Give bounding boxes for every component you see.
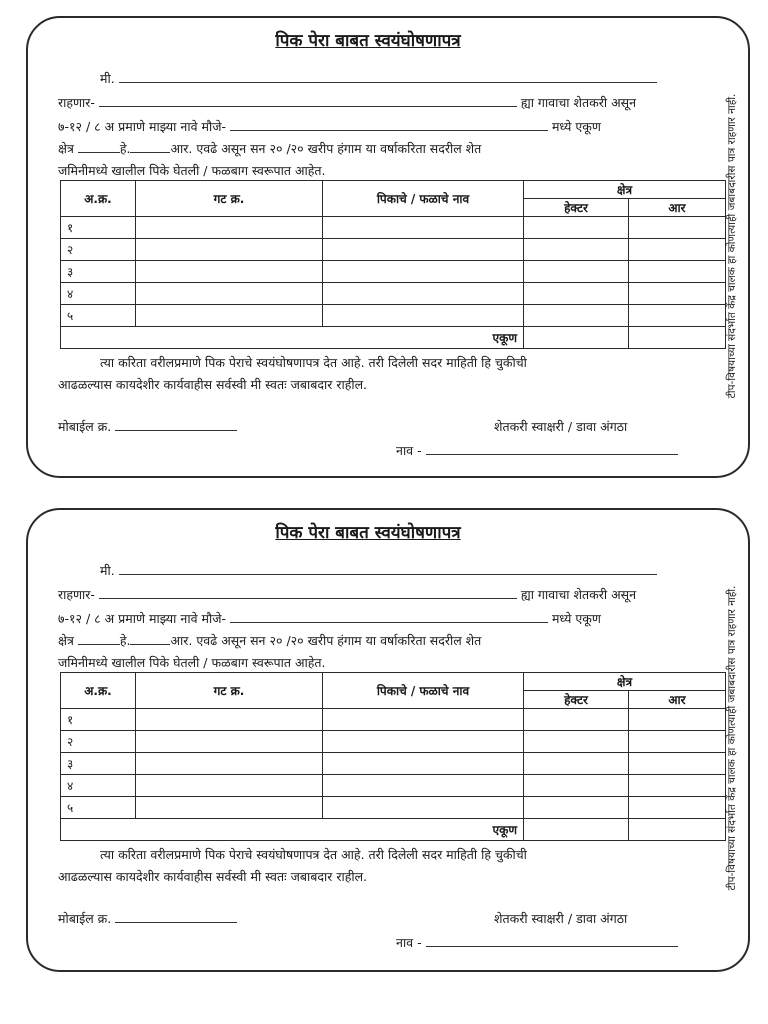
mobile-line xyxy=(58,418,237,435)
ekun-suffix: मध्ये एकूण xyxy=(551,119,601,134)
rahnar-line xyxy=(58,94,636,111)
table-row xyxy=(61,797,726,819)
rahnar-label: राहणार- xyxy=(58,95,95,110)
crop-table xyxy=(60,180,726,349)
aar-field[interactable] xyxy=(130,151,170,153)
row-number: ५ xyxy=(61,305,136,327)
hectare-cell[interactable] xyxy=(524,775,629,797)
gat-cell[interactable] xyxy=(136,709,323,731)
mobile-line xyxy=(58,910,237,927)
crop-cell[interactable] xyxy=(323,261,524,283)
name-field[interactable] xyxy=(119,573,657,575)
table-row xyxy=(61,239,726,261)
signature-label: शेतकरी स्वाक्षरी / डावा अंगठा xyxy=(494,911,628,926)
row-number: १ xyxy=(61,217,136,239)
name-label: नाव - xyxy=(396,443,422,458)
row-number: २ xyxy=(61,731,136,753)
aar-cell[interactable] xyxy=(629,239,726,261)
aar-cell[interactable] xyxy=(629,731,726,753)
row-number: २ xyxy=(61,239,136,261)
row-number: १ xyxy=(61,709,136,731)
crop-table xyxy=(60,672,726,841)
total-hectare-cell[interactable] xyxy=(524,327,629,349)
hectare-field[interactable] xyxy=(78,643,120,645)
hectare-cell[interactable] xyxy=(524,217,629,239)
kshetra-line xyxy=(58,140,481,157)
declaration-form-2 xyxy=(26,508,750,972)
col-aar: आर xyxy=(629,199,726,217)
kshetra-line xyxy=(58,632,481,649)
name-line xyxy=(396,934,678,951)
mi-line xyxy=(100,70,657,87)
aar-cell[interactable] xyxy=(629,217,726,239)
kshetra-prefix: क्षेत्र xyxy=(58,633,74,648)
hectare-cell[interactable] xyxy=(524,753,629,775)
table-row xyxy=(61,753,726,775)
aar-cell[interactable] xyxy=(629,753,726,775)
col-kshetra: क्षेत्र xyxy=(524,181,726,199)
name-field[interactable] xyxy=(119,81,657,83)
crop-cell[interactable] xyxy=(323,239,524,261)
hectare-cell[interactable] xyxy=(524,261,629,283)
rahnar-line xyxy=(58,586,636,603)
hectare-cell[interactable] xyxy=(524,731,629,753)
col-hectare: हेक्टर xyxy=(524,199,629,217)
hectare-cell[interactable] xyxy=(524,305,629,327)
declaration-form-1 xyxy=(26,16,750,478)
table-row xyxy=(61,305,726,327)
aar-cell[interactable] xyxy=(629,775,726,797)
satbara-line xyxy=(58,118,601,135)
col-kshetra: क्षेत्र xyxy=(524,673,726,691)
row-number: ४ xyxy=(61,775,136,797)
kshetra-prefix: क्षेत्र xyxy=(58,141,74,156)
aar-field[interactable] xyxy=(130,643,170,645)
he-label: हे. xyxy=(119,633,131,648)
land-line: जमिनीमध्ये खालील पिके घेतली / फळबाग स्वरूपात आहेत. xyxy=(58,163,326,178)
col-gat: गट क्र. xyxy=(136,673,323,709)
form-title: पिक पेरा बाबत स्वयंघोषणापत्र xyxy=(275,523,461,543)
aar-cell[interactable] xyxy=(629,283,726,305)
gat-cell[interactable] xyxy=(136,797,323,819)
hectare-cell[interactable] xyxy=(524,797,629,819)
hectare-cell[interactable] xyxy=(524,709,629,731)
col-crop-name: पिकाचे / फळाचे नाव xyxy=(323,673,524,709)
total-hectare-cell[interactable] xyxy=(524,819,629,841)
he-label: हे. xyxy=(119,141,131,156)
table-row xyxy=(61,775,726,797)
satbara-line xyxy=(58,610,601,627)
name-line xyxy=(396,442,678,459)
gat-cell[interactable] xyxy=(136,261,323,283)
col-sr: अ.क्र. xyxy=(61,673,136,709)
aar-cell[interactable] xyxy=(629,797,726,819)
aar-text: आर. एवढे असून सन २० /२० खरीप हंगाम या वर्षाकरिता सदरील शेत xyxy=(170,633,482,648)
row-number: ४ xyxy=(61,283,136,305)
table-row xyxy=(61,261,726,283)
row-number: ३ xyxy=(61,261,136,283)
crop-cell[interactable] xyxy=(323,797,524,819)
declaration-line-2: आढळल्यास कायदेशीर कार्यवाहीस सर्वस्वी मी स्वतः जबाबदार राहील. xyxy=(58,869,368,884)
aar-cell[interactable] xyxy=(629,709,726,731)
aar-text: आर. एवढे असून सन २० /२० खरीप हंगाम या वर्षाकरिता सदरील शेत xyxy=(170,141,482,156)
form-title: पिक पेरा बाबत स्वयंघोषणापत्र xyxy=(275,31,461,51)
total-row xyxy=(61,327,726,349)
total-aar-cell[interactable] xyxy=(629,327,726,349)
mi-line xyxy=(100,562,657,579)
gat-cell[interactable] xyxy=(136,775,323,797)
crop-cell[interactable] xyxy=(323,217,524,239)
gat-cell[interactable] xyxy=(136,753,323,775)
hectare-field[interactable] xyxy=(78,151,120,153)
mouje-field[interactable] xyxy=(230,621,548,623)
table-row xyxy=(61,731,726,753)
satbara-label: ७-१२ / ८ अ प्रमाणे माझ्या नावे मौजे- xyxy=(58,611,226,626)
total-label: एकूण xyxy=(61,327,524,349)
row-number: ३ xyxy=(61,753,136,775)
name-sign-field[interactable] xyxy=(426,453,678,455)
declaration-line-1: त्या करिता वरीलप्रमाणे पिक पेराचे स्वयंघोषणापत्र देत आहे. तरी दिलेली सदर माहिती हि चुकीची xyxy=(100,355,527,370)
side-note xyxy=(720,538,744,938)
land-line: जमिनीमध्ये खालील पिके घेतली / फळबाग स्वरूपात आहेत. xyxy=(58,655,326,670)
crop-cell[interactable] xyxy=(323,305,524,327)
col-hectare: हेक्टर xyxy=(524,691,629,709)
row-number: ५ xyxy=(61,797,136,819)
gat-cell[interactable] xyxy=(136,731,323,753)
table-row xyxy=(61,217,726,239)
aar-cell[interactable] xyxy=(629,305,726,327)
side-note-text: टीप-विषयाच्या संदर्भात केंद्र चालक हा कोणत्याही जबाबदारीस पात्र राहणार नाही. xyxy=(726,93,738,399)
col-gat: गट क्र. xyxy=(136,181,323,217)
rahnar-label: राहणार- xyxy=(58,587,95,602)
gat-cell[interactable] xyxy=(136,217,323,239)
residence-field[interactable] xyxy=(99,105,517,107)
crop-cell[interactable] xyxy=(323,731,524,753)
declaration-line-2: आढळल्यास कायदेशीर कार्यवाहीस सर्वस्वी मी स्वतः जबाबदार राहील. xyxy=(58,377,368,392)
table-row xyxy=(61,709,726,731)
ekun-suffix: मध्ये एकूण xyxy=(551,611,601,626)
col-aar: आर xyxy=(629,691,726,709)
crop-cell[interactable] xyxy=(323,709,524,731)
col-sr: अ.क्र. xyxy=(61,181,136,217)
total-label: एकूण xyxy=(61,819,524,841)
mobile-label: मोबाईल क्र. xyxy=(58,911,112,926)
crop-cell[interactable] xyxy=(323,283,524,305)
aar-cell[interactable] xyxy=(629,261,726,283)
table-row xyxy=(61,283,726,305)
col-crop-name: पिकाचे / फळाचे नाव xyxy=(323,181,524,217)
side-note xyxy=(720,46,744,446)
hectare-cell[interactable] xyxy=(524,283,629,305)
gat-cell[interactable] xyxy=(136,283,323,305)
mi-label: मी. xyxy=(100,563,115,578)
crop-cell[interactable] xyxy=(323,753,524,775)
mobile-label: मोबाईल क्र. xyxy=(58,419,112,434)
name-sign-field[interactable] xyxy=(426,945,678,947)
name-label: नाव - xyxy=(396,935,422,950)
residence-field[interactable] xyxy=(99,597,517,599)
side-note-text: टीप-विषयाच्या संदर्भात केंद्र चालक हा कोणत्याही जबाबदारीस पात्र राहणार नाही. xyxy=(726,585,738,891)
hectare-cell[interactable] xyxy=(524,239,629,261)
mobile-field[interactable] xyxy=(115,921,237,923)
mouje-field[interactable] xyxy=(230,129,548,131)
village-suffix: ह्या गावाचा शेतकरी असून xyxy=(520,95,637,110)
crop-cell[interactable] xyxy=(323,775,524,797)
mi-label: मी. xyxy=(100,71,115,86)
total-row xyxy=(61,819,726,841)
gat-cell[interactable] xyxy=(136,305,323,327)
mobile-field[interactable] xyxy=(115,429,237,431)
satbara-label: ७-१२ / ८ अ प्रमाणे माझ्या नावे मौजे- xyxy=(58,119,226,134)
village-suffix: ह्या गावाचा शेतकरी असून xyxy=(520,587,637,602)
signature-label: शेतकरी स्वाक्षरी / डावा अंगठा xyxy=(494,419,628,434)
gat-cell[interactable] xyxy=(136,239,323,261)
declaration-line-1: त्या करिता वरीलप्रमाणे पिक पेराचे स्वयंघोषणापत्र देत आहे. तरी दिलेली सदर माहिती हि चुकीची xyxy=(100,847,527,862)
total-aar-cell[interactable] xyxy=(629,819,726,841)
